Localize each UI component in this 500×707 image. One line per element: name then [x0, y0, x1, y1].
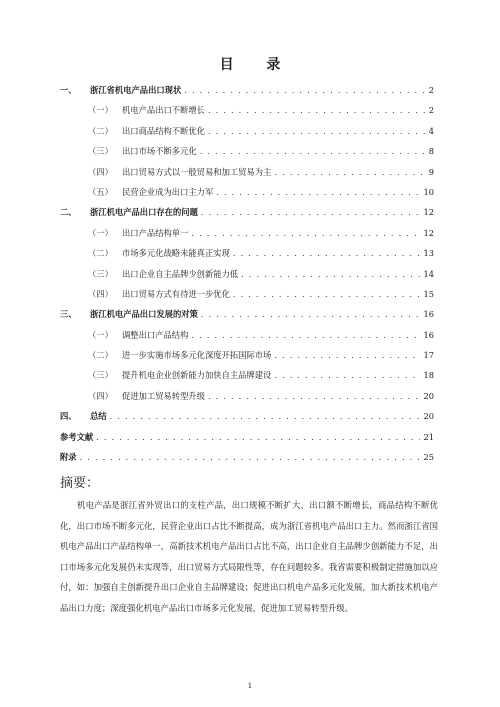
toc-entry[interactable] [60, 247, 434, 267]
toc-entry-number: （四） [88, 288, 113, 299]
abstract-body: 机电产品是浙江省外贸出口的支柱产品，出口规模不断扩大，出口额不断增长，商品结构不断优化，出口市场不断多元化，民营企业出口占比不断提高，成为浙江省机电产品出口主力。然而浙江省国机电产品出口产品结构单一，高新技术机电产品出口占比不高，出口企业自主品牌少创新能力不足，出口市场多元化发展仍未实现等，出口贸易方式局限性等，存在问题较多。我省需要积极制定措施加以应付，如：加强自主创新提升出口企业自主品牌建设；促进出口机电产品多元化发展，加大新技术机电产品出口力度；深度强化机电产品出口市场多元化发展，促进加工贸易转型升级。 [60, 500, 438, 613]
toc-entry[interactable] [60, 410, 434, 430]
toc-entry-page: 8 [428, 146, 434, 157]
toc-entry-page: 2 [428, 105, 434, 116]
toc-leader-dots [274, 350, 420, 360]
toc-entry[interactable] [60, 369, 434, 389]
toc-entry-label: 提升机电企业创新能力加快自主品牌建设 [122, 370, 272, 381]
toc-leader-dots [216, 187, 420, 197]
toc-entry-number: （四） [88, 166, 113, 177]
toc-entry[interactable] [60, 390, 434, 410]
toc-entry[interactable] [60, 268, 434, 288]
toc-entry[interactable] [60, 329, 434, 349]
toc-entry[interactable] [60, 186, 434, 206]
toc-entry-label: 浙江机电产品出口发展的对策 [90, 309, 198, 320]
toc-entry-label: 民营企业成为出口主力军 [122, 186, 214, 197]
toc-entry[interactable] [60, 227, 434, 247]
toc-entry[interactable] [60, 84, 434, 104]
toc-entry-page: 15 [423, 288, 434, 299]
toc-leader-dots [241, 269, 420, 279]
toc-entry-label: 市场多元化战略未能真正实现 [122, 248, 230, 259]
toc-entry-label: 机电产品出口不断增长 [122, 105, 205, 116]
toc-entry-number: （三） [88, 268, 113, 279]
toc-leader-dots [208, 126, 426, 136]
toc-entry-number: 三、 [60, 309, 77, 320]
toc-entry-page: 2 [428, 85, 434, 95]
toc-entry-label: 附录 [60, 452, 77, 463]
toc-entry-number: （二） [88, 248, 113, 259]
toc-entry-label: 总结 [90, 411, 107, 422]
toc-entry-page: 12 [423, 207, 434, 218]
abstract-heading: 摘要： [60, 476, 100, 491]
toc-entry-label: 出口贸易方式有待进一步优化 [122, 288, 230, 299]
toc-entry-label: 参考文献 [60, 431, 94, 442]
toc-leader-dots [80, 452, 421, 462]
toc-entry-number: （四） [88, 390, 113, 401]
toc-entry-label: 出口市场不断多元化 [122, 146, 197, 157]
toc-entry-number: （一） [88, 329, 113, 340]
toc-entry-number: （五） [88, 186, 113, 197]
toc-entry-page: 4 [428, 125, 434, 136]
toc-entry-page: 20 [423, 411, 434, 422]
toc-entry[interactable] [60, 166, 434, 186]
toc-entry-label: 浙江机电产品出口存在的问题 [90, 207, 198, 218]
toc-entry-number: 二、 [60, 207, 77, 218]
toc-entry-page: 17 [423, 350, 434, 361]
toc-leader-dots [201, 309, 421, 319]
toc-entry-page: 18 [423, 370, 434, 381]
toc-entry-number: （三） [88, 370, 113, 381]
toc-entry-label: 促进加工贸易转型升级 [122, 390, 205, 401]
toc-leader-dots [274, 167, 425, 177]
toc-entry-number: （一） [88, 227, 113, 238]
toc-entry-label: 进一步实施市场多元化深度开拓国际市场 [122, 350, 272, 361]
toc-entry-page: 25 [423, 452, 434, 463]
toc-leader-dots [233, 289, 421, 299]
toc-entry-number: （一） [88, 105, 113, 116]
toc-leader-dots [191, 228, 420, 238]
toc-leader-dots [208, 105, 426, 115]
toc-entry-number: （二） [88, 350, 113, 361]
toc-entry[interactable] [60, 431, 434, 451]
toc-entry[interactable] [60, 349, 434, 369]
toc-entry-number: （三） [88, 146, 113, 157]
toc-entry-page: 21 [423, 431, 434, 442]
toc-entry-number: （二） [88, 125, 113, 136]
toc-leader-dots [274, 370, 420, 380]
page-number: 1 [247, 682, 253, 690]
toc-leader-dots [208, 391, 420, 401]
toc-leader-dots [96, 432, 420, 442]
toc-leader-dots [200, 146, 426, 156]
toc-entry-label: 出口企业自主品牌少创新能力低 [122, 268, 239, 279]
table-of-contents [60, 84, 434, 471]
toc-entry[interactable] [60, 206, 434, 226]
toc-entry-page: 12 [423, 227, 434, 238]
toc-entry-label: 出口商品结构不断优化 [122, 125, 205, 136]
toc-entry[interactable] [60, 308, 434, 328]
toc-leader-dots [233, 248, 421, 258]
toc-leader-dots [201, 207, 421, 217]
toc-entry[interactable] [60, 125, 434, 145]
toc-entry-page: 9 [428, 166, 434, 177]
toc-entry-page: 13 [423, 248, 434, 259]
toc-entry-page: 16 [423, 309, 434, 320]
toc-entry-label: 调整出口产品结构 [122, 329, 189, 340]
toc-leader-dots [184, 85, 425, 95]
toc-entry[interactable] [60, 145, 434, 165]
toc-entry-label: 出口贸易方式以一般贸易和加工贸易为主 [122, 166, 272, 177]
toc-entry[interactable] [60, 451, 434, 471]
toc-entry-number: 一、 [60, 85, 77, 95]
toc-entry-page: 10 [423, 186, 434, 197]
toc-leader-dots [110, 411, 421, 421]
toc-entry-label: 浙江省机电产品出口现状 [90, 85, 182, 95]
toc-entry[interactable] [60, 288, 434, 308]
toc-entry-page: 14 [423, 268, 434, 279]
toc-entry[interactable] [60, 104, 434, 124]
toc-leader-dots [191, 330, 420, 340]
toc-entry-label: 出口产品结构单一 [122, 227, 189, 238]
toc-entry-number: 四、 [60, 411, 77, 422]
toc-entry-page: 20 [423, 390, 434, 401]
toc-title: 目 录 [219, 57, 295, 73]
toc-entry-page: 16 [423, 329, 434, 340]
